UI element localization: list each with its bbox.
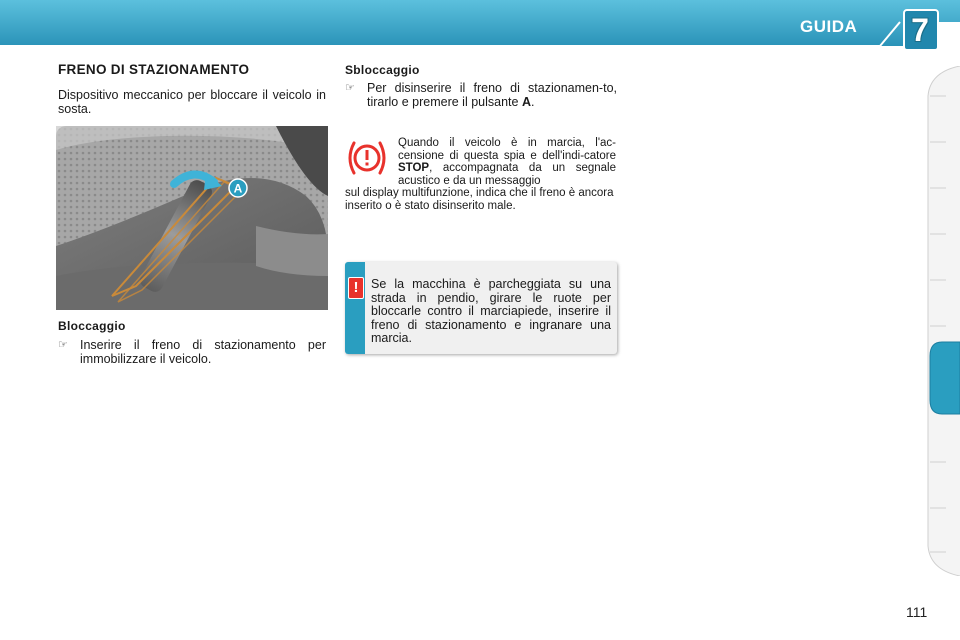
parking-brake-photo: [56, 126, 328, 310]
chapter-number: 7: [911, 12, 929, 48]
lock-bullet: [58, 338, 326, 366]
page-number: 111: [906, 604, 928, 620]
unlock-text-button: A: [521, 95, 531, 109]
unlock-text: [367, 81, 617, 109]
warning-text-stop: STOP: [398, 162, 430, 174]
note-stripe: [345, 262, 365, 354]
unlock-text-main: Per disinserire il freno di stazionamen-to, tirarlo e premere il pulsante: [367, 81, 617, 109]
section-title: GUIDA: [800, 17, 858, 36]
exclamation-icon: !: [348, 277, 364, 299]
note-box: [345, 262, 617, 354]
page-heading: FRENO DI STAZIONAMENTO: [58, 62, 250, 77]
unlock-heading: Sbloccaggio: [345, 63, 420, 77]
warning-text-part1: Quando il veicolo è in marcia, l'ac-censione di questa spia e dell'indi-catore: [398, 137, 616, 162]
note-text: Se la macchina è parcheggiata su una strada in pendio, girare le ruote per bloccarle contro il marciapiede, inserire il freno di stazionamento e ingranare una marcia.: [371, 277, 611, 345]
warning-text-part2: , accompagnata da un segnale acustico e da un messaggio: [398, 162, 616, 187]
pointing-hand-icon: ☞: [345, 82, 355, 94]
intro-text: Dispositivo meccanico per bloccare il veicolo in sosta.: [58, 88, 326, 116]
unlock-text-end: .: [530, 95, 535, 109]
warning-text-continued: sul display multifunzione, indica che il freno è ancora inserito o è stato disinserito male.: [345, 187, 614, 212]
header-band: [0, 0, 960, 60]
warning-text: [398, 137, 616, 187]
unlock-bullet: [345, 81, 617, 109]
lock-heading: Bloccaggio: [58, 319, 126, 333]
lock-text: Inserire il freno di stazionamento per immobilizzare il veicolo.: [80, 338, 326, 366]
brake-warning-icon: [344, 138, 390, 178]
pointing-hand-icon: ☞: [58, 339, 68, 351]
button-a-label: A: [233, 181, 243, 196]
chapter-tab-column: [926, 66, 960, 576]
chapter-tabs-graphic: [926, 66, 960, 576]
